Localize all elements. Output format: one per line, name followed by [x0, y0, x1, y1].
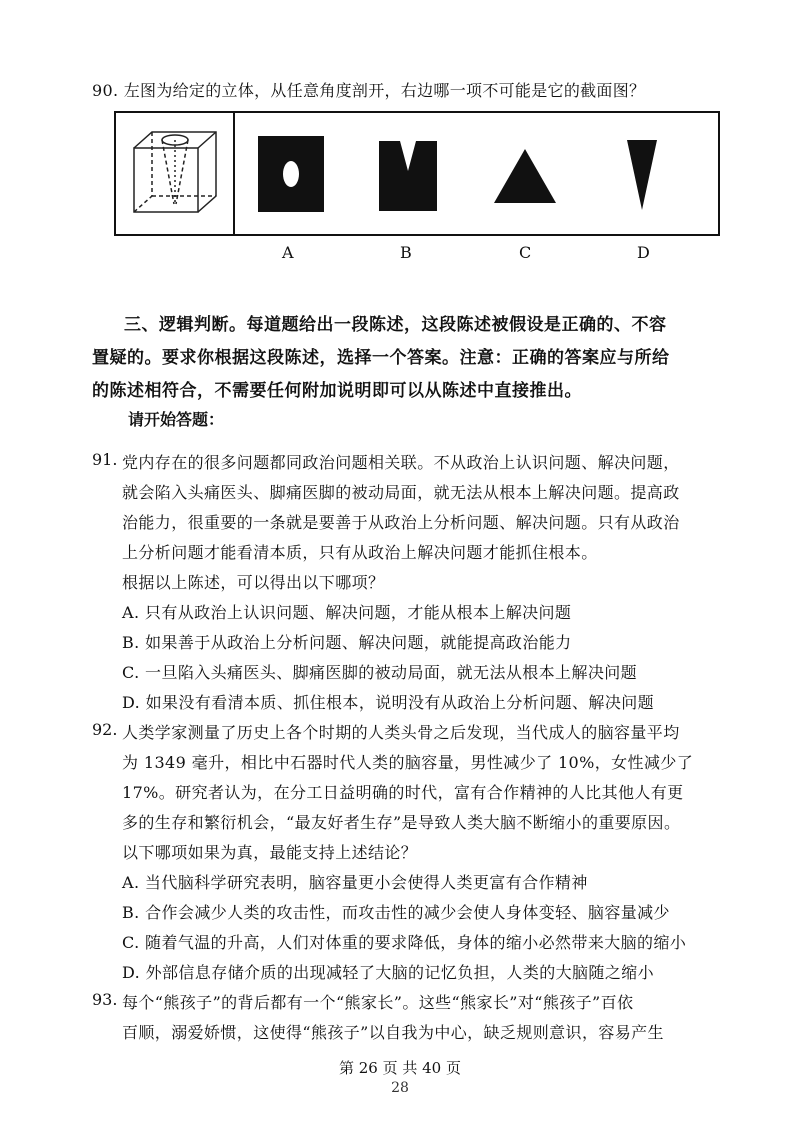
q91-stem-line: 上分析问题才能看清本质，只有从政治上解决问题才能抓住根本。 — [122, 543, 598, 562]
q91-number: 91. — [92, 450, 118, 469]
q91-stem-line: 党内存在的很多问题都同政治问题相关联。不从政治上认识问题、解决问题， — [122, 453, 680, 472]
q92-choice-c: C. 随着气温的升高，人们对体重的要求降低，身体的缩小必然带来大脑的缩小 — [122, 933, 687, 952]
option-label-a: A — [282, 243, 294, 262]
q91-stem-line: 就会陷入头痛医头、脚痛医脚的被动局面，就无法从根本上解决问题。提高政 — [122, 483, 680, 502]
q92-stem-line: 人类学家测量了历史上各个时期的人类头骨之后发现，当代成人的脑容量平均 — [122, 723, 680, 742]
option-d-shape — [627, 140, 657, 210]
q92-stem-line: 多的生存和繁衍机会，“最友好者生存”是导致人类大脑不断缩小的重要原因。 — [122, 813, 681, 832]
section-heading-line3: 的陈述相符合，不需要任何附加说明即可以从陈述中直接推出。 — [92, 381, 582, 401]
figure-divider — [233, 113, 235, 234]
q91-choice-c: C. 一旦陷入头痛医头、脚痛医脚的被动局面，就无法从根本上解决问题 — [122, 663, 638, 682]
section-heading-line2: 置疑的。要求你根据这段陈述，选择一个答案。注意：正确的答案应与所给 — [92, 348, 670, 368]
q91-choice-b: B. 如果善于从政治上分析问题、解决问题，就能提高政治能力 — [122, 633, 572, 652]
q92-stem-line: 17%。研究者认为，在分工日益明确的时代，富有合作精神的人比其他人有更 — [122, 783, 684, 802]
option-c-shape — [494, 149, 556, 203]
q93-number: 93. — [92, 990, 118, 1009]
start-instruction: 请开始答题： — [128, 410, 225, 429]
option-label-c: C — [519, 243, 532, 262]
option-a-shape — [258, 136, 324, 212]
q91-stem-line: 治能力，很重要的一条就是要善于从政治上分析问题、解决问题。只有从政治 — [122, 513, 680, 532]
q92-stem-line: 为 1349 毫升，相比中石器时代人类的脑容量，男性减少了 10%，女性减少了 — [122, 753, 694, 772]
q92-number: 92. — [92, 720, 118, 739]
q92-choice-a: A. 当代脑科学研究表明，脑容量更小会使得人类更富有合作精神 — [122, 873, 588, 892]
q91-prompt: 根据以上陈述，可以得出以下哪项？ — [122, 573, 385, 592]
footer-page-number: 28 — [391, 1080, 409, 1096]
q92-choice-b: B. 合作会减少人类的攻击性，而攻击性的减少会使人身体变轻、脑容量减少 — [122, 903, 670, 922]
q91-choice-a: A. 只有从政治上认识问题、解决问题，才能从根本上解决问题 — [122, 603, 572, 622]
option-label-b: B — [400, 243, 412, 262]
q93-stem-line: 百顺，溺爱娇惯，这使得“熊孩子”以自我为中心，缺乏规则意识，容易产生 — [122, 1023, 664, 1042]
cube-with-cone-figure — [128, 124, 224, 224]
option-b-shape — [379, 141, 437, 211]
footer-page-info: 第 26 页 共 40 页 — [338, 1059, 461, 1077]
q92-choice-d: D. 外部信息存储介质的出现减轻了大脑的记忆负担，人类的大脑随之缩小 — [122, 963, 655, 982]
q90-title: 90. 左图为给定的立体，从任意角度剖开，右边哪一项不可能是它的截面图？ — [92, 81, 646, 100]
q93-stem-line: 每个“熊孩子”的背后都有一个“熊家长”。这些“熊家长”对“熊孩子”百依 — [122, 993, 634, 1012]
section-heading-line1: 三、逻辑判断。每道题给出一段陈述，这段陈述被假设是正确的、不容 — [124, 315, 667, 335]
q92-prompt: 以下哪项如果为真，最能支持上述结论？ — [122, 843, 418, 862]
q91-choice-d: D. 如果没有看清本质、抓住根本，说明没有从政治上分析问题、解决问题 — [122, 693, 655, 712]
option-label-d: D — [637, 243, 650, 262]
